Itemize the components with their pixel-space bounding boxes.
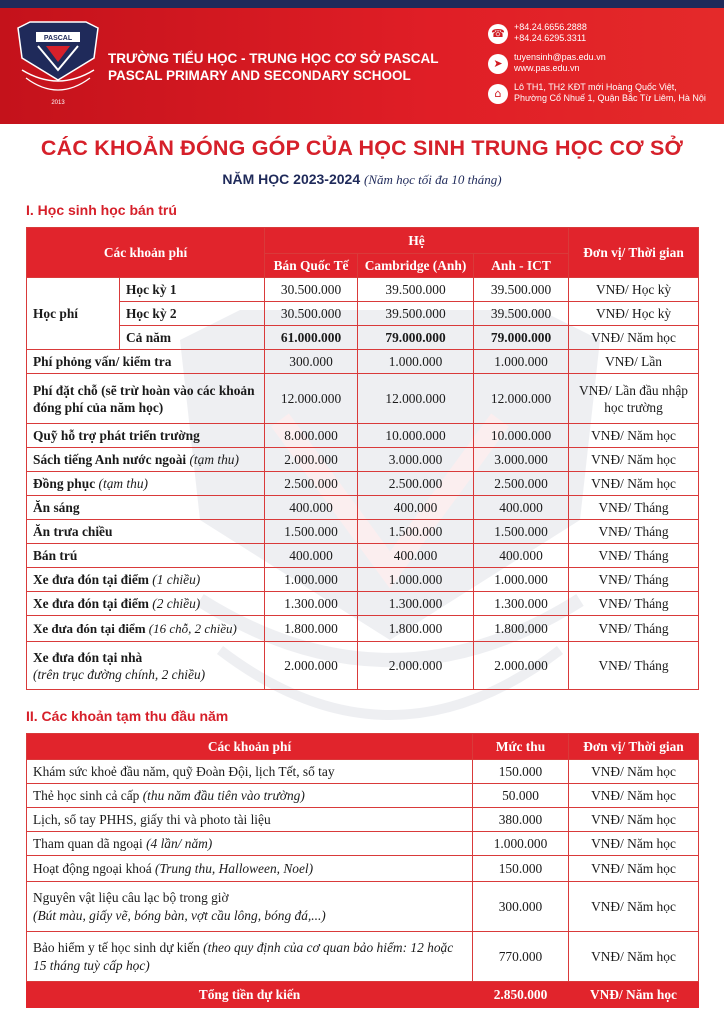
phone-1: +84.24.6656.2888 <box>514 22 587 32</box>
fee-note: (tạm thu) <box>189 451 239 467</box>
fee-name-cell <box>27 616 265 642</box>
unit-value: VNĐ/ Tháng <box>569 592 699 616</box>
home-icon: ⌂ <box>488 84 508 104</box>
upfront-fee-table <box>26 733 699 1008</box>
fee-value: 400.000 <box>358 496 474 520</box>
fee-value: 61.000.000 <box>265 326 358 350</box>
table-row <box>27 616 699 642</box>
total-unit: VNĐ/ Năm học <box>569 982 699 1008</box>
svg-text:2013: 2013 <box>51 100 65 106</box>
table-row <box>27 856 699 882</box>
fee-value: 39.500.000 <box>358 302 474 326</box>
school-year: NĂM HỌC 2023-2024 <box>222 171 361 187</box>
svg-text:PASCAL: PASCAL <box>43 35 73 42</box>
fee-value: 1.000.000 <box>358 568 474 592</box>
fee-value: 12.000.000 <box>474 374 569 424</box>
fee-value: 1.800.000 <box>358 616 474 642</box>
fee-name-cell <box>27 472 265 496</box>
unit-value: VNĐ/ Học kỳ <box>569 278 699 302</box>
fee-value: 1.500.000 <box>358 520 474 544</box>
fee-name-cell <box>27 882 473 932</box>
table-row <box>27 278 699 302</box>
fee-value: 10.000.000 <box>474 424 569 448</box>
fee-name: Bán trú <box>27 544 265 568</box>
fee-value: 400.000 <box>474 544 569 568</box>
fee-value: 1.800.000 <box>265 616 358 642</box>
total-row <box>27 982 699 1008</box>
fee-value: 1.500.000 <box>474 520 569 544</box>
fee-value: 2.000.000 <box>265 448 358 472</box>
table-row <box>27 568 699 592</box>
fee-value: 2.500.000 <box>474 472 569 496</box>
fee-value: 1.000.000 <box>474 568 569 592</box>
school-name-en: PASCAL PRIMARY AND SECONDARY SCHOOL <box>108 68 411 83</box>
term-label: Học kỳ 2 <box>120 302 265 326</box>
col-header-cambridge: Cambridge (Anh) <box>358 254 474 278</box>
address-1: Lô TH1, TH2 KĐT mới Hoàng Quốc Việt, <box>514 82 677 92</box>
fee-value: 1.300.000 <box>358 592 474 616</box>
fee-name: Thẻ học sinh cả cấp <box>33 787 140 803</box>
unit-value: VNĐ/ Năm học <box>569 448 699 472</box>
fee-note: (tạm thu) <box>98 475 148 491</box>
fee-value: 400.000 <box>358 544 474 568</box>
table-row <box>27 832 699 856</box>
col-header-unit: Đơn vị/ Thời gian <box>569 228 699 278</box>
fee-value: 2.000.000 <box>265 642 358 690</box>
fee-note: (16 chỗ, 2 chiều) <box>148 620 237 636</box>
fee-value: 1.300.000 <box>474 592 569 616</box>
fee-value: 1.500.000 <box>265 520 358 544</box>
school-crest-logo <box>16 18 100 110</box>
col-header-program: Hệ <box>265 228 569 254</box>
section-1-heading: I. Học sinh học bán trú <box>26 202 177 218</box>
unit-value: VNĐ/ Tháng <box>569 568 699 592</box>
amount-value: 1.000.000 <box>473 832 569 856</box>
fee-value: 400.000 <box>265 544 358 568</box>
fee-value: 1.000.000 <box>474 350 569 374</box>
fee-name-cell <box>27 448 265 472</box>
col-header-anh-ict: Anh - ICT <box>474 254 569 278</box>
fee-name: Đồng phục <box>33 475 96 491</box>
table-row <box>27 592 699 616</box>
fee-name-cell <box>27 932 473 982</box>
fee-note: (2 chiều) <box>152 595 201 611</box>
unit-value: VNĐ/ Năm học <box>569 882 699 932</box>
phone-2: +84.24.6295.3311 <box>514 33 587 43</box>
table-row <box>27 374 699 424</box>
fee-note: (Trung thu, Halloween, Noel) <box>155 860 314 876</box>
col-header-amount: Mức thu <box>473 734 569 760</box>
boarding-fee-table <box>26 227 699 690</box>
table-row <box>27 520 699 544</box>
fee-value: 12.000.000 <box>358 374 474 424</box>
fee-value: 2.000.000 <box>474 642 569 690</box>
fee-note: (thu năm đầu tiên vào trường) <box>142 787 305 803</box>
unit-value: VNĐ/ Năm học <box>569 932 699 982</box>
fee-name-cell <box>27 832 473 856</box>
col-header-fee: Các khoản phí <box>27 228 265 278</box>
phone-icon: ☎ <box>488 24 508 44</box>
contact-phone <box>488 22 720 50</box>
fee-value: 30.500.000 <box>265 278 358 302</box>
fee-name-cell <box>27 784 473 808</box>
fee-name: Xe đưa đón tại nhà <box>33 649 143 665</box>
fee-value: 10.000.000 <box>358 424 474 448</box>
unit-value: VNĐ/ Tháng <box>569 616 699 642</box>
fee-name: Nguyên vật liệu câu lạc bộ trong giờ <box>33 889 229 905</box>
email[interactable]: tuyensinh@pas.edu.vn <box>514 52 606 62</box>
unit-value: VNĐ/ Lần đầu nhập học trường <box>569 374 699 424</box>
amount-value: 380.000 <box>473 808 569 832</box>
fee-value: 12.000.000 <box>265 374 358 424</box>
fee-value: 39.500.000 <box>474 278 569 302</box>
fee-name: Phí phỏng vấn/ kiểm tra <box>27 350 265 374</box>
fee-value: 1.800.000 <box>474 616 569 642</box>
table-row <box>27 882 699 932</box>
fee-name: Quỹ hỗ trợ phát triển trường <box>27 424 265 448</box>
fee-value: 2.000.000 <box>358 642 474 690</box>
header-banner <box>0 0 724 124</box>
fee-value: 400.000 <box>474 496 569 520</box>
school-name <box>108 50 439 84</box>
fee-value: 8.000.000 <box>265 424 358 448</box>
table-row <box>27 472 699 496</box>
fee-name: Lịch, sổ tay PHHS, giấy thi và photo tài liệu <box>27 808 473 832</box>
fee-note: (Bút màu, giấy vẽ, bóng bàn, vợt cầu lông, bóng đá,...) <box>33 907 326 923</box>
fee-name: Ăn trưa chiều <box>27 520 265 544</box>
table-row <box>27 932 699 982</box>
table-row <box>27 496 699 520</box>
amount-value: 150.000 <box>473 760 569 784</box>
school-year-note: (Năm học tối đa 10 tháng) <box>364 172 502 187</box>
fee-name: Tham quan dã ngoại <box>33 835 143 851</box>
fee-name: Sách tiếng Anh nước ngoài <box>33 451 187 467</box>
fee-value: 1.300.000 <box>265 592 358 616</box>
fee-note: (1 chiều) <box>152 571 201 587</box>
page-title: CÁC KHOẢN ĐÓNG GÓP CỦA HỌC SINH TRUNG HỌC CƠ SỞ <box>40 136 684 160</box>
table-row <box>27 424 699 448</box>
table-row <box>27 326 699 350</box>
total-amount: 2.850.000 <box>473 982 569 1008</box>
school-name-vi: TRƯỜNG TIỂU HỌC - TRUNG HỌC CƠ SỞ PASCAL <box>108 51 439 66</box>
fee-value: 39.500.000 <box>358 278 474 302</box>
fee-note: (trên trục đường chính, 2 chiều) <box>33 666 206 682</box>
address-2: Phường Cổ Nhuế 1, Quận Bắc Từ Liêm, Hà Nội <box>514 93 706 103</box>
unit-value: VNĐ/ Năm học <box>569 832 699 856</box>
col-header-fee: Các khoản phí <box>27 734 473 760</box>
fee-value: 79.000.000 <box>358 326 474 350</box>
contact-web <box>488 52 720 80</box>
table-row <box>27 784 699 808</box>
table-row <box>27 350 699 374</box>
fee-name: Khám sức khoẻ đầu năm, quỹ Đoàn Đội, lịch Tết, sổ tay <box>27 760 473 784</box>
fee-value: 3.000.000 <box>358 448 474 472</box>
unit-value: VNĐ/ Năm học <box>569 808 699 832</box>
header-top-band <box>0 0 724 8</box>
table-row <box>27 808 699 832</box>
fee-note: (theo quy định của cơ quan bảo hiểm: 12 hoặc 15 tháng tuỳ cấp học) <box>33 939 454 973</box>
col-header-unit: Đơn vị/ Thời gian <box>569 734 699 760</box>
fee-name: Ăn sáng <box>27 496 265 520</box>
fee-value: 39.500.000 <box>474 302 569 326</box>
fee-value: 1.000.000 <box>265 568 358 592</box>
unit-value: VNĐ/ Tháng <box>569 496 699 520</box>
contact-info <box>488 22 720 112</box>
fee-value: 79.000.000 <box>474 326 569 350</box>
fee-value: 400.000 <box>265 496 358 520</box>
fee-name: Bảo hiểm y tế học sinh dự kiến <box>33 939 200 955</box>
table-row <box>27 544 699 568</box>
unit-value: VNĐ/ Năm học <box>569 424 699 448</box>
section-2-heading: II. Các khoản tạm thu đầu năm <box>26 708 229 724</box>
tuition-label: Học phí <box>27 278 120 350</box>
fee-value: 300.000 <box>265 350 358 374</box>
fee-name-cell <box>27 642 265 690</box>
fee-value: 1.000.000 <box>358 350 474 374</box>
fee-name: Phí đặt chỗ (sẽ trừ hoàn vào các khoản đóng phí của năm học) <box>27 374 265 424</box>
unit-value: VNĐ/ Năm học <box>569 784 699 808</box>
unit-value: VNĐ/ Năm học <box>569 760 699 784</box>
contact-address <box>488 82 720 110</box>
unit-value: VNĐ/ Năm học <box>569 326 699 350</box>
fee-name: Xe đưa đón tại điểm <box>33 595 149 611</box>
amount-value: 300.000 <box>473 882 569 932</box>
table-row <box>27 760 699 784</box>
amount-value: 50.000 <box>473 784 569 808</box>
table-row <box>27 642 699 690</box>
unit-value: VNĐ/ Năm học <box>569 472 699 496</box>
unit-value: VNĐ/ Tháng <box>569 642 699 690</box>
unit-value: VNĐ/ Năm học <box>569 856 699 882</box>
fee-name-cell <box>27 856 473 882</box>
fee-value: 2.500.000 <box>265 472 358 496</box>
fee-name-cell <box>27 568 265 592</box>
unit-value: VNĐ/ Lần <box>569 350 699 374</box>
total-label: Tổng tiền dự kiến <box>27 982 473 1008</box>
amount-value: 770.000 <box>473 932 569 982</box>
table-row <box>27 448 699 472</box>
fee-name: Xe đưa đón tại điểm <box>33 620 146 636</box>
fee-value: 30.500.000 <box>265 302 358 326</box>
fee-name: Xe đưa đón tại điểm <box>33 571 149 587</box>
website[interactable]: www.pas.edu.vn <box>514 63 580 73</box>
send-icon: ➤ <box>488 54 508 74</box>
fee-name-cell <box>27 592 265 616</box>
page-subtitle <box>0 171 724 188</box>
term-label: Học kỳ 1 <box>120 278 265 302</box>
table-row <box>27 302 699 326</box>
fee-value: 2.500.000 <box>358 472 474 496</box>
fee-note: (4 lần/ năm) <box>146 835 213 851</box>
term-label: Cả năm <box>120 326 265 350</box>
unit-value: VNĐ/ Học kỳ <box>569 302 699 326</box>
unit-value: VNĐ/ Tháng <box>569 520 699 544</box>
amount-value: 150.000 <box>473 856 569 882</box>
col-header-ban-quoc-te: Bán Quốc Tế <box>265 254 358 278</box>
unit-value: VNĐ/ Tháng <box>569 544 699 568</box>
fee-name: Hoạt động ngoại khoá <box>33 860 152 876</box>
fee-value: 3.000.000 <box>474 448 569 472</box>
